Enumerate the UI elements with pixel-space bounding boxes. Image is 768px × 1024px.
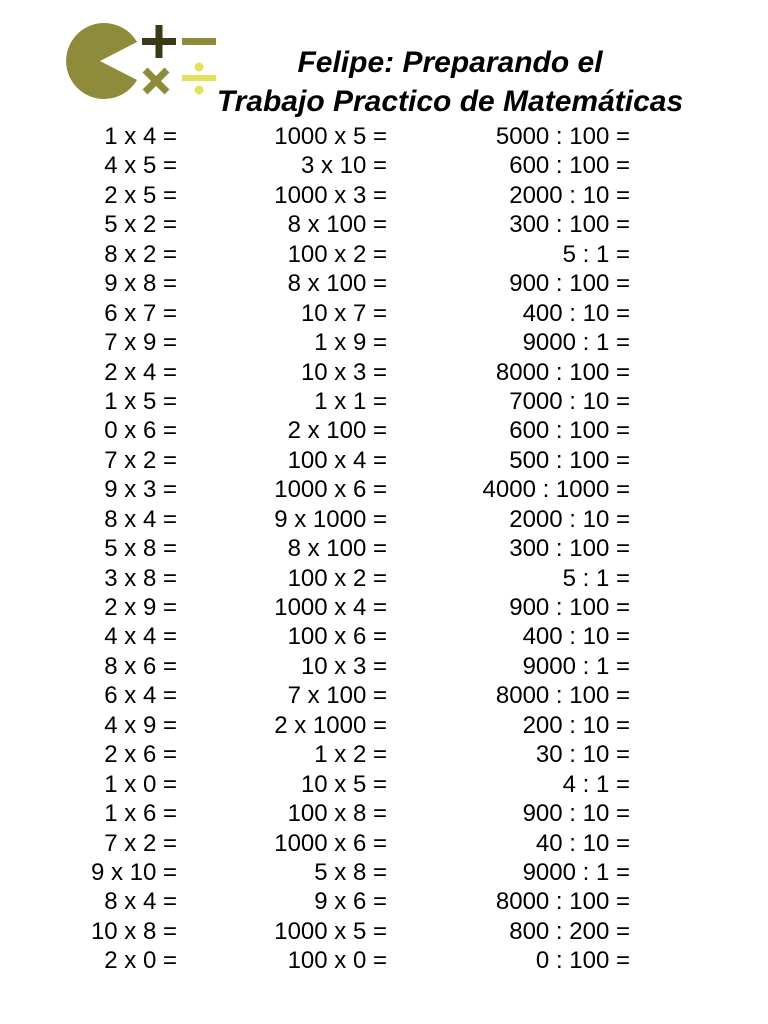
exercise: 8000 : 100 = — [495, 682, 630, 710]
exercise: 400 : 10 = — [522, 299, 630, 327]
exercise: 100 x 8 = — [287, 800, 387, 828]
exercise: 8 x 100 = — [287, 211, 387, 239]
exercise: 10 x 7 = — [300, 299, 387, 327]
exercise: 4000 : 1000 = — [482, 476, 630, 504]
exercise: 1 x 2 = — [314, 741, 387, 769]
exercise: 9000 : 1 = — [522, 858, 630, 886]
exercise: 1 x 9 = — [314, 329, 387, 357]
exercise: 8 x 100 = — [287, 270, 387, 298]
exercise: 0 x 6 = — [104, 417, 177, 445]
exercise: 100 x 2 = — [287, 564, 387, 592]
exercise: 1000 x 5 = — [274, 123, 387, 150]
math-operations-logo-icon — [62, 22, 222, 106]
exercise: 7 x 9 = — [104, 329, 177, 357]
exercise: 100 x 4 = — [287, 446, 387, 474]
exercise: 7 x 2 = — [104, 446, 177, 474]
exercise: 1000 x 6 = — [274, 476, 387, 504]
exercise: 2 x 9 = — [104, 594, 177, 621]
exercise: 800 : 200 = — [509, 917, 630, 945]
exercise: 8 x 2 = — [104, 240, 177, 268]
multiplication-by-powers-column — [240, 122, 387, 976]
exercise: 2 x 5 = — [104, 181, 177, 209]
exercise: 1000 x 5 = — [274, 917, 387, 945]
exercise: 1 x 1 = — [314, 387, 387, 415]
title-line-2 — [200, 84, 700, 120]
exercise: 400 : 10 = — [522, 623, 630, 651]
exercise: 1 x 5 = — [104, 387, 177, 415]
exercise: 9 x 8 = — [104, 270, 177, 298]
exercise: 6 x 4 = — [104, 682, 177, 710]
division-column — [450, 122, 630, 976]
exercise: 9000 : 1 = — [522, 652, 630, 680]
exercise: 600 : 100 = — [509, 417, 630, 445]
exercise: 1 x 0 = — [104, 770, 177, 798]
exercise: 7 x 2 = — [104, 829, 177, 857]
exercise: 900 : 100 = — [509, 270, 630, 298]
exercise: 100 x 6 = — [287, 623, 387, 651]
exercise: 1000 x 3 = — [274, 181, 387, 209]
title-assignment: Trabajo Practico de Matemáticas — [216, 85, 684, 118]
exercise: 7000 : 10 = — [509, 387, 630, 415]
exercise: 3 x 8 = — [104, 564, 177, 592]
exercise: 8 x 4 = — [104, 505, 177, 533]
exercise: 300 : 100 = — [509, 211, 630, 239]
exercise: 10 x 8 = — [90, 917, 177, 945]
title-line-1 — [200, 45, 700, 81]
exercise: 2000 : 10 = — [509, 505, 630, 533]
exercise: 9 x 6 = — [314, 888, 387, 916]
exercise: 4 x 5 = — [104, 152, 177, 180]
exercise: 7 x 100 = — [287, 682, 387, 710]
exercise: 9000 : 1 = — [522, 329, 630, 357]
exercise: 3 x 10 = — [300, 152, 387, 180]
exercise: 10 x 5 = — [300, 770, 387, 798]
exercise: 2000 : 10 = — [509, 181, 630, 209]
exercise: 8 x 100 = — [287, 535, 387, 563]
exercise: 8000 : 100 = — [495, 888, 630, 916]
exercise: 900 : 10 = — [522, 800, 630, 828]
exercise: 500 : 100 = — [509, 446, 630, 474]
exercise: 4 x 4 = — [104, 623, 177, 651]
exercise: 9 x 3 = — [104, 476, 177, 504]
exercise: 30 : 10 = — [535, 741, 630, 769]
exercise: 300 : 100 = — [509, 535, 630, 563]
exercise: 100 x 0 = — [287, 947, 387, 975]
title-subtitle: : Preparando el — [384, 46, 603, 79]
exercise: 1000 x 6 = — [274, 829, 387, 857]
student-name: Felipe — [297, 46, 385, 79]
exercise: 5 x 8 = — [314, 858, 387, 886]
exercise: 5 : 1 = — [562, 240, 630, 268]
exercise: 5 : 1 = — [562, 564, 630, 592]
exercise: 2 x 0 = — [104, 947, 177, 975]
exercise: 600 : 100 = — [509, 152, 630, 180]
exercise: 2 x 4 = — [104, 358, 177, 386]
exercise: 8000 : 100 = — [495, 358, 630, 386]
exercise: 10 x 3 = — [300, 358, 387, 386]
exercise: 1 x 4 = — [104, 123, 177, 150]
multiplication-column — [60, 122, 177, 976]
exercise: 6 x 7 = — [104, 299, 177, 327]
exercise: 100 x 2 = — [287, 240, 387, 268]
exercise: 4 : 1 = — [562, 770, 630, 798]
exercise: 40 : 10 = — [535, 829, 630, 857]
exercise: 5 x 8 = — [104, 535, 177, 563]
exercise: 0 : 100 = — [535, 947, 630, 975]
exercise: 2 x 100 = — [287, 417, 387, 445]
exercise: 5000 : 100 = — [495, 123, 630, 150]
exercise: 8 x 6 = — [104, 652, 177, 680]
exercise: 5 x 2 = — [104, 211, 177, 239]
exercise: 2 x 1000 = — [274, 711, 387, 739]
exercise: 900 : 100 = — [509, 594, 630, 621]
exercise: 8 x 4 = — [104, 888, 177, 916]
exercise: 200 : 10 = — [522, 711, 630, 739]
exercise: 2 x 6 = — [104, 741, 177, 769]
exercise: 10 x 3 = — [300, 652, 387, 680]
exercise: 9 x 10 = — [90, 858, 177, 886]
exercise: 9 x 1000 = — [274, 505, 387, 533]
exercise: 1000 x 4 = — [274, 594, 387, 621]
exercise: 4 x 9 = — [104, 711, 177, 739]
exercise: 1 x 6 = — [104, 800, 177, 828]
